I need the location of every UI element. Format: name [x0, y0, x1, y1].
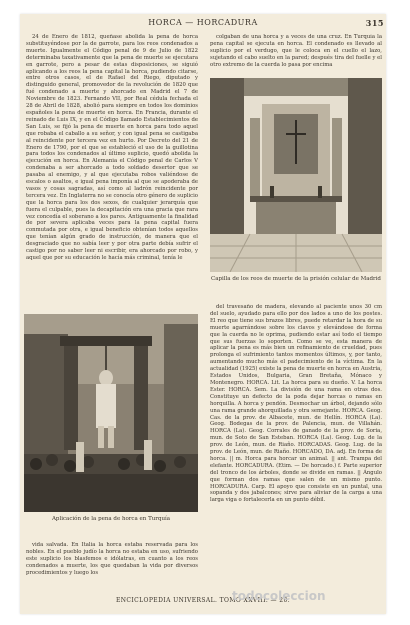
engraving-execution-scene-icon	[24, 314, 198, 512]
running-head-title: HORCA — HORCADURA	[148, 18, 258, 27]
left-column-bottom-text	[26, 542, 198, 592]
page-footer: ENCICLOPEDIA UNIVERSAL. TOMO XXVIII. — 20.	[115, 597, 290, 604]
watermark-logo: todocoleccion	[232, 589, 326, 603]
right-column	[210, 34, 382, 76]
right-paragraph-top: colgaban de una horca y a veces de una cruz. En Turquía la pena capital se ejecuta en horca. El condenado es llevado al suplicio por el verdugo, que le coloca en el cuello el lazo, sujetando el cabo suelto en la pared; después tira del fuelle y el otro extremo de la cuerda lo pasa por encima	[210, 34, 382, 68]
figure-chapel-madrid	[210, 78, 382, 272]
encyclopedia-page	[20, 14, 386, 614]
figure-caption-chapel-madrid: Capilla de los reos de muerte de la prisión celular de Madrid	[211, 276, 381, 282]
engraving-chapel-altar-icon	[210, 78, 382, 272]
left-paragraph-bottom: vida salvada. En Italia la horca estaba reservada para los nobles. En el pueblo judío la horca no estaba en uso, sufriendo este suplicio los blasfemos e idólatras, en cuanto a los reos condenados a muerte, los que quedaban la vida por diversos procedimientos y luego los	[26, 542, 198, 576]
figure-caption-execution-turkey: Aplicación de la pena de horca en Turquía	[51, 516, 171, 522]
left-column	[26, 34, 198, 329]
right-column-mid-text	[210, 304, 382, 609]
right-column-top-text	[210, 34, 382, 76]
left-column-top-text	[26, 34, 198, 329]
page-number: 315	[365, 18, 384, 28]
figure-execution-turkey	[24, 314, 198, 512]
right-paragraph-mid: del travesaño de madera, elevando al paciente unos 30 cm del suelo, ayudado para ello por dos lados a uno de los postes. El reo que tiene sus brazos libres, puede retardar la hora de su muerte agarrándose sobre los clavos y elevándose de forma que la cuerda no le oprima, pudiendo estar así todo el tiempo que sus fuerzas lo soporten. Como se ve, esta manera de aplicar la pena es más bien un refinamiento de crueldad, pues prolonga el sufrimiento tantos momentos últimos, y, por tanto, aumentando mucho más el padecimiento de la víctima. En la actualidad (1925) existe la pena de muerte en horca en Austria, Estados Unidos, Bulgaria, Gran Bretaña, Mónaco y Montenegro. HORCA. Lit. La horca para su dueño. V. La horca Ester. HORCA. Sem. La división de una rama en otras dos. Constituye un defecto de la poda dejar horcas o ramas en horquilla. A horca y pendón. Desmochar un árbol, dejando sólo una rama grande ahorquillada y otra semejante. HORCA. Geog. Cas. de la prov. de Albacete, mun. de Hellín. HORCA (La). Geog. Bodegas de la prov. de Palencia, mun. de Villahán. HORCA (La). Geog. Corrales de ganado de la prov. de Soria, mun. de Soto de San Esteban. HORCA (La). Geog. Lug. de la prov. de León, mun. de Riaño. HORCADAS. Geog. Lug. de la prov. de León, mun. de Riaño. HORCADO, DA. adj. En forma de horca. || m. Horca para horcar un animal. || ant. Trampa del elefante. HORCADURA. (Etim. — De horcado.) f. Parte superior del tronco de los árboles, donde se divide en ramas. || Ángulo que forman dos ramas que salen de un mismo punto. HORCADURA. Carp. El apoyo que consiste en un puntal, una sopanda y dos jabalcones; sirve para aliviar de la carga a una larga viga o fortalecerla en un punto débil.	[210, 304, 382, 504]
left-paragraph: 24 de Enero de 1812, queñase abolida la pena de horca substituyéndose por la de garrote, para los reos condenados a muerte. Igualmente el Código penal de 9 de Julio de 1822 determinaba taxativamente que la pena de muerte se ejecutara en garrote, pero a pesar de estas disposiciones, se siguió aplicando a los reos la pena capital la horca, pudiendo citarse, entre otros casos, el de Rafael del Riego, diputado y distinguido general, promovedor de la revolución de 1820 que fué condenado a muerte y ahorcado en Madrid el 7 de Noviembre de 1823. Fernando VII, por Real cédula fechada el 28 de Abril de 1828, abolió para siempre en todos los dominios españoles la pena de muerte en horca. En Francia, durante el reinado de Luis IX, y en el Código llamado Establecimientos de San Luis, se fijó la pena de muerte en horca para todo aquel que robaba el caballo a su señor, y con igual pena se castigaba al reincidente por tercera vez en hurto. Por Decreto del 21 de Enero de 1790, por el que se estableció el uso de la guillotina para todos los condenados al último suplicio, quedó abolida la ejecución en horca. En Alemania el Código penal de Carlos V condenaba a ser ahorcado a todo soldado desertor que se pasaba al enemigo, y al que ejecutaba robos valiéndose de escalos o asaltos, e igual pena imponía al que se apoderaba de vasos y cosas sagradas, así como al ladrón reincidente por tercera vez. En Inglaterra no se conocía otro género de suplicio que la horca para los dos sexos, de cualquier jerarquía que fuera el culpable, pues la decapitación era una gracia que rara vez concedía el soberano a los pares. Antiguamente la finalidad de por severa aplicaba veces para la pena capital fuera conmutada por otra, e igual beneficio obtenían todos aquellos que tenían algún grado de instrucción, de manera que el desgraciado que no sabía leer y por otra parte debía sufrir el castigo por no saber leer ni escribir, era ahorcado por robo, y aquel que por su educación le hacía más criminal, tenía le	[26, 34, 198, 261]
running-head	[20, 18, 386, 30]
